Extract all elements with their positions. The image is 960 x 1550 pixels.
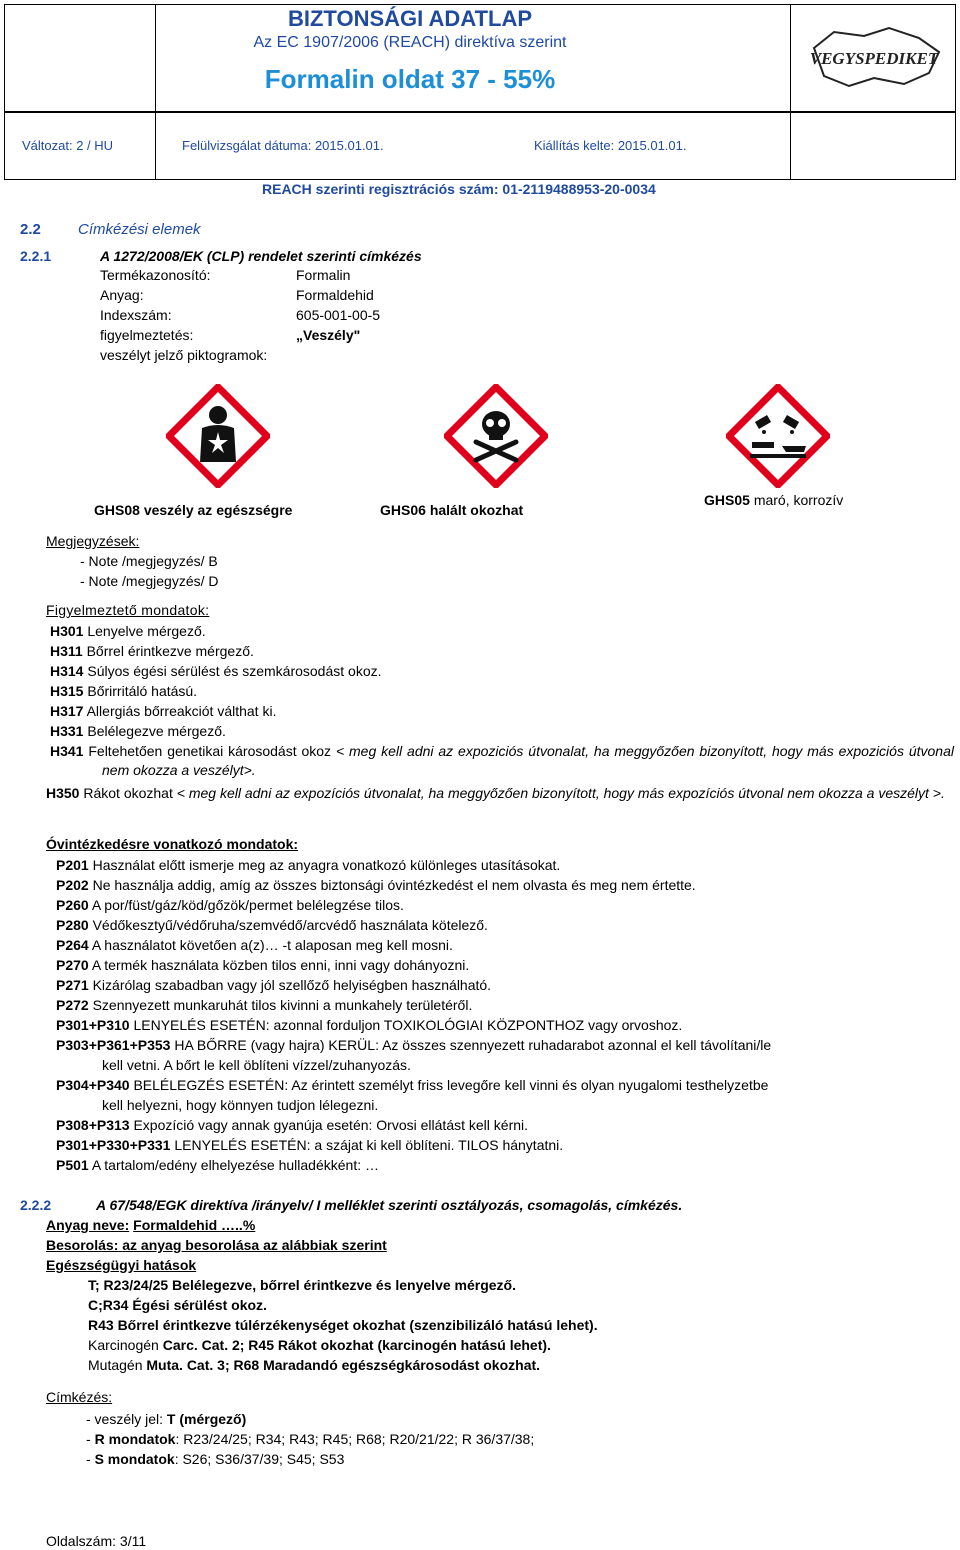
field-value: „Veszély" [296,327,361,343]
label-item [86,1430,534,1448]
p-statement [56,896,404,914]
p-text: Védőkesztyű/védőruha/szemvédő/arcvédő használata kötelező. [92,917,488,933]
field-value: Formalin [296,267,351,283]
h-text: Bőrirritáló hatású. [87,683,198,699]
p303-statement [56,1036,771,1054]
ghs05-label [704,491,843,509]
ghs08-label [94,501,292,519]
p-statement [56,1156,379,1174]
pictogram-text: maró, korrozív [753,492,844,508]
reach-registration: REACH szerinti regisztrációs szám: 01-2119488953-20-0034 [262,181,656,197]
notes-title: Megjegyzések: [46,533,140,549]
p-statement [56,936,453,954]
p-text: Expozíció vagy annak gyanúja esetén: Orvosi ellátást kell kérni. [133,1117,529,1133]
h-statement [50,722,226,740]
header-divider-right [790,4,791,180]
field-label: Indexszám: [100,307,172,323]
h-code: H317 [50,703,84,719]
p-code: P272 [56,997,89,1013]
label-rest: : R23/24/25; R34; R43; R45; R68; R20/21/22; R 36/37/38; [175,1431,535,1447]
h-code: H341 [50,743,84,759]
p-statement [56,1136,563,1154]
label-item [86,1450,344,1468]
label-prefix: - [86,1431,95,1447]
p-text: Használat előtt ismerje meg az anyagra vonatkozó különleges utasításokat. [92,857,561,873]
p-code: P301+P330+P331 [56,1137,171,1153]
h-code: H301 [50,623,84,639]
field-label: Termékazonosító: [100,267,211,283]
h-text: Lenyelve mérgező. [87,623,206,639]
h-statement [50,682,197,700]
p304-statement [56,1076,768,1094]
h-code: H315 [50,683,84,699]
field-value: 605-001-00-5 [296,307,381,323]
regulation-subtitle: Az EC 1907/2006 (REACH) direktíva szerint [253,34,567,51]
p-text: HA BŐRRE (vagy hajra) KERÜL: Az összes szennyezett ruhadarabot azonnal el kell távolítani/le [174,1037,772,1053]
label-prefix: - veszély jel: [86,1411,167,1427]
header-separator [4,112,956,113]
note-item: - Note /megjegyzés/ B [80,553,218,569]
p-statement [56,856,560,874]
labelling-title: Címkézés: [46,1389,113,1405]
effect-prefix: Mutagén [88,1357,147,1373]
classification [46,1236,387,1254]
h-text: Súlyos égési sérülést és szemkárosodást okoz. [87,663,382,679]
p-statement [56,916,488,934]
skull-crossbones-icon [444,384,548,488]
h-italic-note: < meg kell adni az expozíciós útvonalat, ha meggyőzően bizonyított, hogy más expozíciós útvonal nem okozza a veszélyt >. [176,785,945,801]
p-text: Szennyezett munkaruhát tilos kivinni a munkahely területéről. [92,997,473,1013]
precautionary-title: Óvintézkedésre vonatkozó mondatok: [46,836,299,852]
field-label: veszélyt jelző piktogramok: [100,347,268,363]
sub1-title: A 1272/2008/EK (CLP) rendelet szerinti címkézés [100,248,422,264]
svg-text:VEGYSPEDIKET: VEGYSPEDIKET [809,49,939,68]
h-statement [50,702,276,720]
ghs06-label [380,501,523,519]
effect-item [88,1316,598,1334]
section-number: 2.2 [20,221,41,238]
note-item: - Note /megjegyzés/ D [80,573,219,589]
p304-continuation: kell helyezni, hogy könnyen tudjon lélegezni. [102,1097,379,1113]
p-code: P270 [56,957,89,973]
p-text: Ne használja addig, amíg az összes biztonsági óvintézkedést el nem olvasta és meg nem értette. [92,877,696,893]
effect-text: Muta. Cat. 3; R68 Maradandó egészségkárosodást okozhat. [146,1357,541,1373]
p-text: A tartalom/edény elhelyezése hulladékként: … [91,1157,379,1173]
pictogram-text: halált okozhat [429,502,524,518]
effect-text: C;R34 Égési sérülést okoz. [88,1297,267,1313]
doc-type-title: BIZTONSÁGI ADATLAP [287,6,533,31]
product-title: Formalin oldat 37 - 55% [264,64,556,94]
p-statement [56,1016,682,1034]
label-bold: S mondatok [94,1451,175,1467]
effect-item [88,1336,551,1354]
substance-name [46,1216,255,1234]
effect-text: T; R23/24/25 Belélegezve, bőrrel érintkezve és lenyelve mérgező. [88,1277,516,1293]
pictogram-code: GHS05 [704,492,750,508]
health-effects-title: Egészségügyi hatások [46,1257,197,1273]
p-statement [56,976,491,994]
p-code: P264 [56,937,89,953]
p-text: LENYELÉS ESETÉN: a szájat ki kell öblíteni. TILOS hánytatni. [174,1137,564,1153]
h-text: Rákot okozhat [83,785,173,801]
p-code: P501 [56,1157,89,1173]
h341-statement [50,742,954,780]
h-text: Bőrrel érintkezve mérgező. [86,643,254,659]
logo-icon [794,18,954,98]
revision-date: Felülvizsgálat dátuma: 2015.01.01. [182,138,384,153]
h-statement [50,622,206,640]
p-statement [56,996,472,1014]
p-text: LENYELÉS ESETÉN: azonnal forduljon TOXIKOLÓGIAI KÖZPONTHOZ vagy orvoshoz. [133,1017,683,1033]
effect-item [88,1296,267,1314]
p303-continuation: kell vetni. A bőrt le kell öblíteni vízzel/zuhanyozás. [102,1057,411,1073]
p-statement [56,956,469,974]
h-code: H314 [50,663,84,679]
p-code: P271 [56,977,89,993]
field-label: figyelmeztetés: [100,327,194,343]
pictogram-code: GHS06 [380,502,426,518]
hazard-statements-title: Figyelmeztető mondatok: [46,602,210,618]
p-code: P308+P313 [56,1117,130,1133]
classification-label: Besorolás: [46,1237,119,1253]
h-statement [50,642,254,660]
p-text: A por/füst/gáz/köd/gőzök/permet belélegzése tilos. [91,897,404,913]
label-rest: : S26; S36/37/39; S45; S53 [174,1451,345,1467]
sub2-number: 2.2.2 [20,1197,52,1213]
h-text: Belélegezve mérgező. [87,723,226,739]
p-code: P260 [56,897,89,913]
p-statement [56,876,696,894]
h-text: Allergiás bőrreakciót válthat ki. [86,703,277,719]
h-statement [50,662,382,680]
p-code: P202 [56,877,89,893]
h-italic-note: < meg kell adni az expoziciós útvonalat, ha meggyőzően bizonyított, hogy más expoziciós útvonal nem okozza a veszélyt>. [102,743,954,778]
field-label: Anyag: [100,287,144,303]
p-statement [56,1116,528,1134]
sub1-number: 2.2.1 [20,248,52,264]
header-meta-row [4,112,956,180]
p-text: A termék használata közben tilos enni, inni vagy dohányozni. [91,957,470,973]
h-code: H311 [50,643,83,659]
p-code: P201 [56,857,89,873]
label-item [86,1410,246,1428]
issue-date: Kiállítás kelte: 2015.01.01. [534,138,687,153]
label-bold: T (mérgező) [166,1411,247,1427]
substance-value: Formaldehid …..% [133,1217,256,1233]
effect-text: R43 Bőrrel érintkezve túlérzékenységet okozhat (szenzibilizáló hatású lehet). [88,1317,598,1333]
field-value: Formaldehid [296,287,374,303]
corrosion-icon [726,384,830,488]
company-logo [794,18,954,98]
p-text: Kizárólag szabadban vagy jól szellőző helyiségben használható. [92,977,492,993]
p-text: A használatot követően a(z)… -t alaposan meg kell mosni. [91,937,453,953]
sub2-title: A 67/548/EGK direktíva /irányelv/ I melléklet szerinti osztályozás, csomagolás, címkézés. [96,1197,683,1213]
label-bold: R mondatok [94,1431,176,1447]
effect-item [88,1356,540,1374]
effect-prefix: Karcinogén [88,1337,163,1353]
pictogram-code: GHS08 [94,502,140,518]
p-code: P280 [56,917,89,933]
h-code: H350 [46,785,80,801]
health-hazard-icon [166,384,270,488]
effect-item [88,1276,516,1294]
substance-label: Anyag neve: [46,1217,130,1233]
effect-text: Carc. Cat. 2; R45 Rákot okozhat (karcinogén hatású lehet). [162,1337,551,1353]
h-text: Feltehetően genetikai károsodást okoz [88,743,332,759]
section-title: Címkézési elemek [78,221,201,238]
page-number: Oldalszám: 3/11 [46,1533,147,1549]
p-code: P304+P340 [56,1077,130,1093]
p-code: P303+P361+P353 [56,1037,171,1053]
classification-value: az anyag besorolása az alábbiak szerint [122,1237,387,1253]
h-code: H331 [50,723,84,739]
version-label: Változat: 2 / HU [22,138,114,153]
p-text: BELÉLEGZÉS ESETÉN: Az érintett személyt friss levegőre kell vinni és olyan nyugalomi testhelyzetbe [133,1077,769,1093]
p-code: P301+P310 [56,1017,130,1033]
label-prefix: - [86,1451,95,1467]
pictogram-text: veszély az egészségre [143,502,293,518]
h350-statement [46,784,954,803]
